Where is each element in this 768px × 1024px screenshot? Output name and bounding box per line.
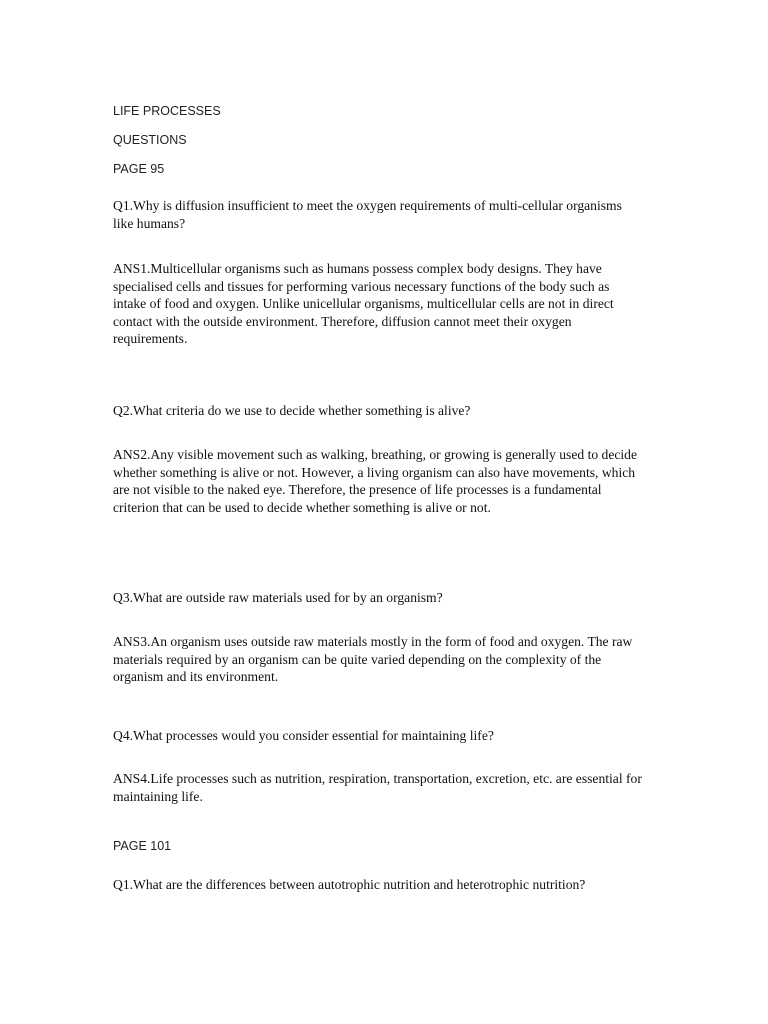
- page-label-95: PAGE 95: [113, 162, 165, 176]
- page-label-101: PAGE 101: [113, 839, 172, 853]
- question-3: Q3.What are outside raw materials used for by an organism?: [113, 590, 443, 605]
- question-1: Q1.Why is diffusion insufficient to meet the oxygen requirements of multi-cellular organisms like humans?: [113, 198, 622, 231]
- question-2: Q2.What criteria do we use to decide whether something is alive?: [113, 403, 471, 418]
- document-subtitle: QUESTIONS: [113, 133, 187, 147]
- document-title: LIFE PROCESSES: [113, 104, 221, 118]
- answer-1: ANS1.Multicellular organisms such as humans possess complex body designs. They have specialised cells and tissues for performing various necessary functions of the body such as intake of food and oxygen. Unlike unicellular organisms, multicellular cells are not in direct contact with the outside environment. Therefore, diffusion cannot meet their oxygen requirements.: [113, 261, 614, 347]
- answer-4: ANS4.Life processes such as nutrition, respiration, transportation, excretion, etc. are essential for maintaining life.: [113, 771, 642, 804]
- answer-3: ANS3.An organism uses outside raw materials mostly in the form of food and oxygen. The raw materials required by an organism can be quite varied depending on the complexity of the organism and its environment.: [113, 634, 633, 685]
- question-5: Q1.What are the differences between autotrophic nutrition and heterotrophic nutrition?: [113, 877, 586, 892]
- question-4: Q4.What processes would you consider essential for maintaining life?: [113, 728, 494, 743]
- answer-2: ANS2.Any visible movement such as walking, breathing, or growing is generally used to decide whether something is alive or not. However, a living organism can also have movements, which are not visible to the naked eye. Therefore, the presence of life processes is a fundamental criterion that can be used to decide whether something is alive or not.: [113, 447, 638, 515]
